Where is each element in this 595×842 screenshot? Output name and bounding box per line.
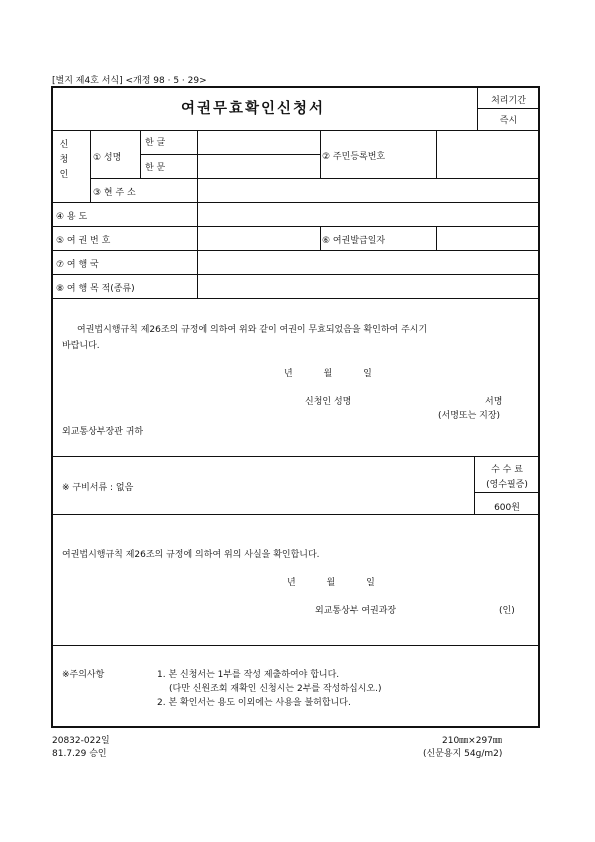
note-item-1-sub: (다만 신원조회 재확인 신청시는 2부를 작성하십시오.) [169, 684, 382, 694]
notes-label: ※주의사항 [62, 670, 105, 680]
footer-paper-size: 210㎜×297㎜ [442, 736, 502, 746]
confirmation-date: 년 월 일 [287, 578, 389, 588]
required-documents: ※ 구비서류 : 없음 [62, 483, 134, 493]
applicant-name-label: 신청인 성명 [305, 397, 352, 407]
confirmation-text: 여권법시행규칙 제26조의 규정에 의하여 위의 사실을 확인합니다. [62, 550, 320, 560]
signature-note: (서명또는 지장) [438, 411, 501, 421]
divider [53, 456, 540, 457]
address-label: ③ 현 주 소 [93, 188, 136, 198]
applicant-section-label: 신청인 [59, 140, 69, 180]
divider [320, 226, 321, 250]
divider [474, 492, 540, 493]
hanja-name-label: 한 문 [145, 163, 166, 173]
signature-label: 서명 [485, 397, 503, 407]
divider [53, 202, 540, 203]
divider [53, 250, 540, 251]
fee-note: (영수필증) [486, 480, 528, 490]
form-title: 여권무효확인신청서 [180, 101, 326, 117]
form-header-note: [별지 제4호 서식] <개정 98 · 5 · 29> [52, 76, 207, 86]
official-seal: (인) [499, 606, 515, 616]
rrn-label: ② 주민등록번호 [322, 152, 386, 162]
divider [53, 130, 540, 131]
fee-label: 수 수 료 [491, 465, 523, 475]
passport-number-label: ⑤ 여 권 번 호 [56, 236, 111, 246]
divider [140, 154, 320, 155]
divider [53, 645, 540, 646]
footer-approval: 81.7.29 승인 [52, 749, 107, 759]
request-text-line1: 여권법시행규칙 제26조의 규정에 의하여 위와 같이 여권이 무효되었음을 확인하여 주시기 [77, 325, 428, 335]
official-title: 외교통상부 여권과장 [315, 606, 397, 616]
divider [53, 226, 540, 227]
processing-period-label: 처리기간 [491, 96, 526, 106]
divider [53, 298, 540, 299]
divider [90, 178, 540, 179]
issue-date-label: ⑥ 여권발급일자 [322, 236, 386, 246]
request-text-line2: 바랍니다. [62, 341, 100, 351]
footer-paper-type: (신문용지 54g/m2) [423, 749, 503, 759]
travel-purpose-label: ⑧ 여 행 목 적(종류) [56, 284, 135, 294]
divider [53, 514, 540, 515]
name-label: ① 성명 [93, 153, 122, 163]
hangul-name-label: 한 글 [145, 138, 166, 148]
purpose-label: ④ 용 도 [56, 212, 88, 222]
divider [436, 130, 437, 178]
travel-country-label: ⑦ 여 행 국 [56, 260, 99, 270]
note-item-2: 2. 본 확인서는 용도 이외에는 사용을 불허합니다. [157, 698, 351, 708]
processing-period-value: 즉시 [499, 116, 518, 126]
addressee: 외교통상부장관 귀하 [62, 427, 144, 437]
application-form [51, 86, 540, 728]
request-date: 년 월 일 [284, 369, 386, 379]
footer-code: 20832-022일 [52, 736, 110, 746]
divider [53, 274, 540, 275]
fee-value: 600원 [494, 503, 520, 513]
divider [320, 130, 321, 178]
divider [90, 130, 91, 202]
divider [477, 108, 540, 109]
divider [436, 226, 437, 250]
note-item-1: 1. 본 신청서는 1부를 작성 제출하여야 합니다. [157, 670, 340, 680]
